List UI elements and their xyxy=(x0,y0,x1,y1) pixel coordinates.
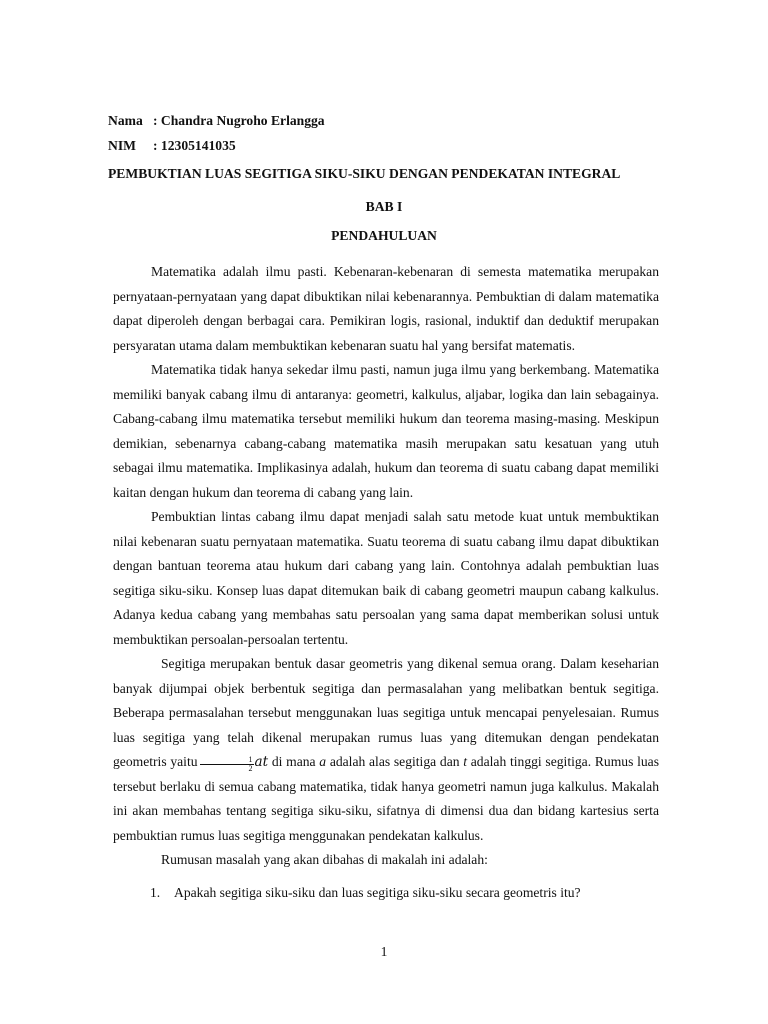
name-row xyxy=(108,109,325,134)
paragraph-5: Rumusan masalah yang akan dibahas di makalah ini adalah: xyxy=(161,852,488,867)
paragraph-4-rest: adalah tinggi segitiga. Rumus luas tersebut berlaku di semua cabang matematika, tidak hanya geometri namun juga kalkulus. Makalah ini akan membahas tentang segitiga siku-siku, sifatnya di dimensi dua dan bidang kartesius serta pembuktian rumus luas segitiga menggunakan pendekatan kalkulus. xyxy=(113,754,659,843)
name-label: Nama xyxy=(108,113,143,128)
paragraph-4-mid1: di mana xyxy=(268,754,320,769)
student-info xyxy=(108,109,325,158)
list-item-number: 1. xyxy=(150,885,161,900)
paragraph-2: Matematika tidak hanya sekedar ilmu pasti, namun juga ilmu yang berkembang. Matematika memiliki banyak cabang ilmu di antaranya: geometri, kalkulus, aljabar, logika dan lain sebagainya. Cabang-cabang ilmu matematika tersebut memiliki hukum dan teorema masing-masing. Meskipun demikian, sebenarnya cabang-cabang matematika masih merupakan satu kesatuan yang utuh sebagai ilmu matematika. Implikasinya adalah, hukum dan teorema di suatu cabang dapat memiliki kaitan dengan hukum dan teorema di cabang yang lain. xyxy=(113,362,659,500)
chapter-name: PENDAHULUAN xyxy=(331,228,437,243)
nim-row xyxy=(108,134,325,159)
paragraph-1: Matematika adalah ilmu pasti. Kebenaran-kebenaran di semesta matematika merupakan pernyataan-pernyataan yang dapat dibuktikan nilai kebenarannya. Pembuktian di dalam matematika dapat diperoleh dengan berbagai cara. Pemikiran logis, rasional, induktif dan deduktif merupakan persyaratan utama dalam membuktikan kebenaran suatu hal yang bersifat matematis. xyxy=(113,264,659,353)
formula-fraction xyxy=(200,756,254,773)
document-title: PEMBUKTIAN LUAS SEGITIGA SIKU-SIKU DENGAN PENDEKATAN INTEGRAL xyxy=(108,166,621,181)
paragraph-4-mid2: adalah alas segitiga dan xyxy=(326,754,464,769)
paragraph-4 xyxy=(113,652,659,848)
paragraph-4-intro: Segitiga merupakan bentuk dasar geometris yang dikenal semua orang. Dalam keseharian banyak dijumpai objek berbentuk segitiga dan permasalahan yang melibatkan bentuk segitiga. Beberapa permasalahan tersebut menggunakan luas segitiga untuk mencapai penyelesaian. Rumus luas segitiga yang telah dikenal merupakan rumus luas yang ditemukan dengan pendekatan geometris yaitu xyxy=(113,656,659,769)
formula-variables: at xyxy=(254,754,269,770)
variable-a: a xyxy=(319,754,327,769)
list-item xyxy=(150,885,581,901)
nim-label: NIM xyxy=(108,137,136,153)
problem-list xyxy=(150,885,581,901)
name-value: : Chandra Nugroho Erlangga xyxy=(153,113,325,128)
list-item-text: Apakah segitiga siku-siku dan luas segitiga siku-siku secara geometris itu? xyxy=(174,885,581,900)
nim-value: : 12305141035 xyxy=(153,137,236,153)
body-text xyxy=(113,260,659,873)
variable-t: t xyxy=(463,754,468,769)
fraction-numerator: 1 xyxy=(200,756,254,765)
page-number: 1 xyxy=(380,944,388,959)
chapter-label: BAB I xyxy=(365,199,403,214)
paragraph-3: Pembuktian lintas cabang ilmu dapat menjadi salah satu metode kuat untuk membuktikan nilai kebenaran suatu pernyataan matematika. Suatu teorema di suatu cabang ilmu dapat dibuktikan dengan bantuan teorema atau hukum dari cabang yang lain. Contohnya adalah pembuktian luas segitiga siku-siku. Konsep luas dapat ditemukan baik di cabang geometri maupun cabang kalkulus. Adanya kedua cabang yang membahas satu persoalan yang sama dapat memberikan solusi untuk membuktikan persoalan-persoalan tertentu. xyxy=(113,509,659,647)
fraction-denominator: 2 xyxy=(248,764,253,773)
